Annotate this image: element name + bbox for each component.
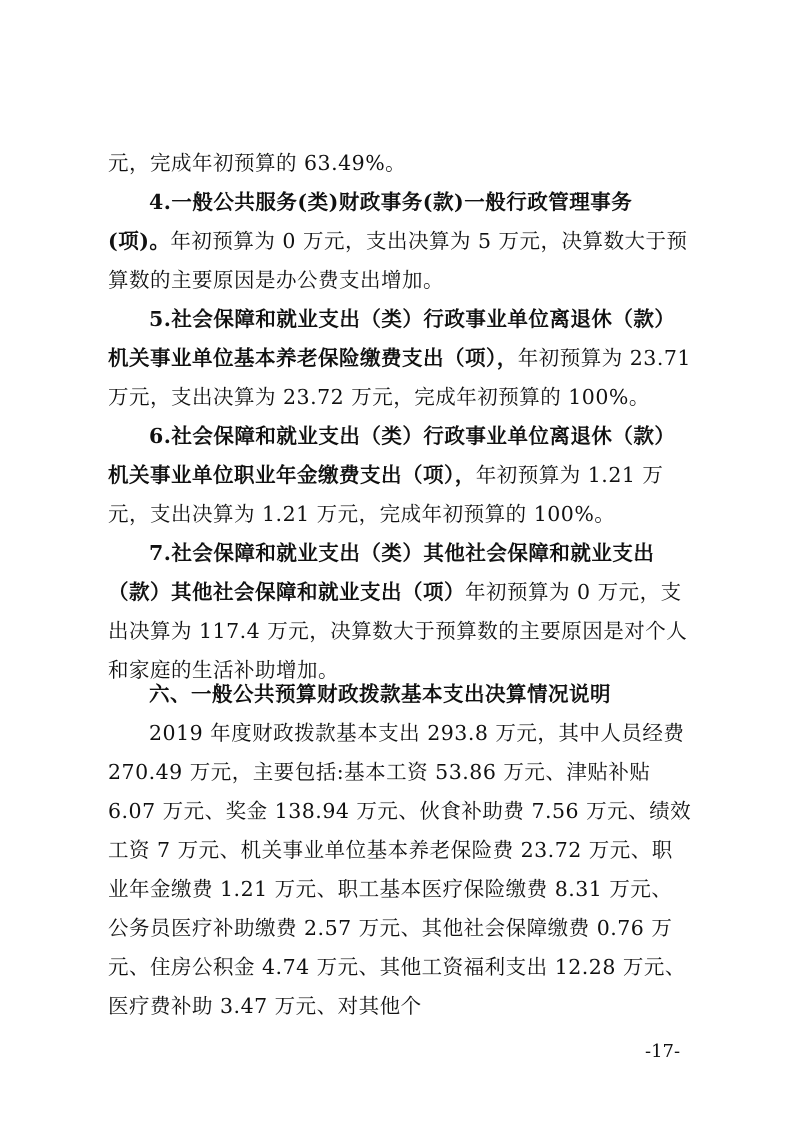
item-5-title: 5.社会保障和就业支出（类）行政事业单位离退休（款）机关事业单位基本养老保险缴费支出（项）， <box>108 307 676 370</box>
page-number: -17- <box>645 1041 681 1062</box>
section-body-text: 2019 年度财政拨款基本支出 293.8 万元，其中人员经费 270.49 万元，主要包括:基本工资 53.86 万元、津贴补贴 6.07 万元、奖金 138.94 万元、伙食补助费 7.56 万元、绩效工资 7 万元、机关事业单位基本养老保险费 23.72 万元、职业年金缴费 1.21 万元、职工基本医疗保险缴费 8.31 万元、公务员医疗补助缴费 2.57 万元、其他社会保障缴费 0.76 万元、住房公积金 4.74 万元、其他工资福利支出 12.28 万元、医疗费补助 3.47 万元、对其他个 <box>108 721 692 1018</box>
paragraph-continuation-text: 元，完成年初预算的 63.49%。 <box>108 151 407 175</box>
item-7-text: 年初预算为 0 万元，支出决算为 117.4 万元，决算数大于预算数的主要原因是对个人和家庭的生活补助增加。 <box>108 580 688 682</box>
paragraph-item-4 <box>108 183 693 300</box>
item-6-text: 年初预算为 1.21 万元，支出决算为 1.21 万元，完成年初预算的 100%。 <box>108 463 664 526</box>
paragraph-item-5 <box>108 300 693 417</box>
paragraph-item-7 <box>108 534 693 690</box>
item-4-text: 年初预算为 0 万元，支出决算为 5 万元，决算数大于预算数的主要原因是办公费支出增加。 <box>108 229 688 292</box>
section-heading: 六、一般公共预算财政拨款基本支出决算情况说明 <box>149 682 611 706</box>
paragraph-continuation <box>108 144 693 183</box>
item-6-title: 6.社会保障和就业支出（类）行政事业单位离退休（款）机关事业单位职业年金缴费支出（项）， <box>108 424 676 487</box>
item-5-text: 年初预算为 23.71 万元，支出决算为 23.72 万元，完成年初预算的 100%。 <box>108 346 691 409</box>
paragraph-section-body <box>108 714 693 1026</box>
item-4-title: 4.一般公共服务(类)财政事务(款)一般行政管理事务(项)。 <box>108 190 633 253</box>
item-7-title: 7.社会保障和就业支出（类）其他社会保障和就业支出（款）其他社会保障和就业支出（项） <box>108 541 655 604</box>
paragraph-item-6 <box>108 417 693 534</box>
